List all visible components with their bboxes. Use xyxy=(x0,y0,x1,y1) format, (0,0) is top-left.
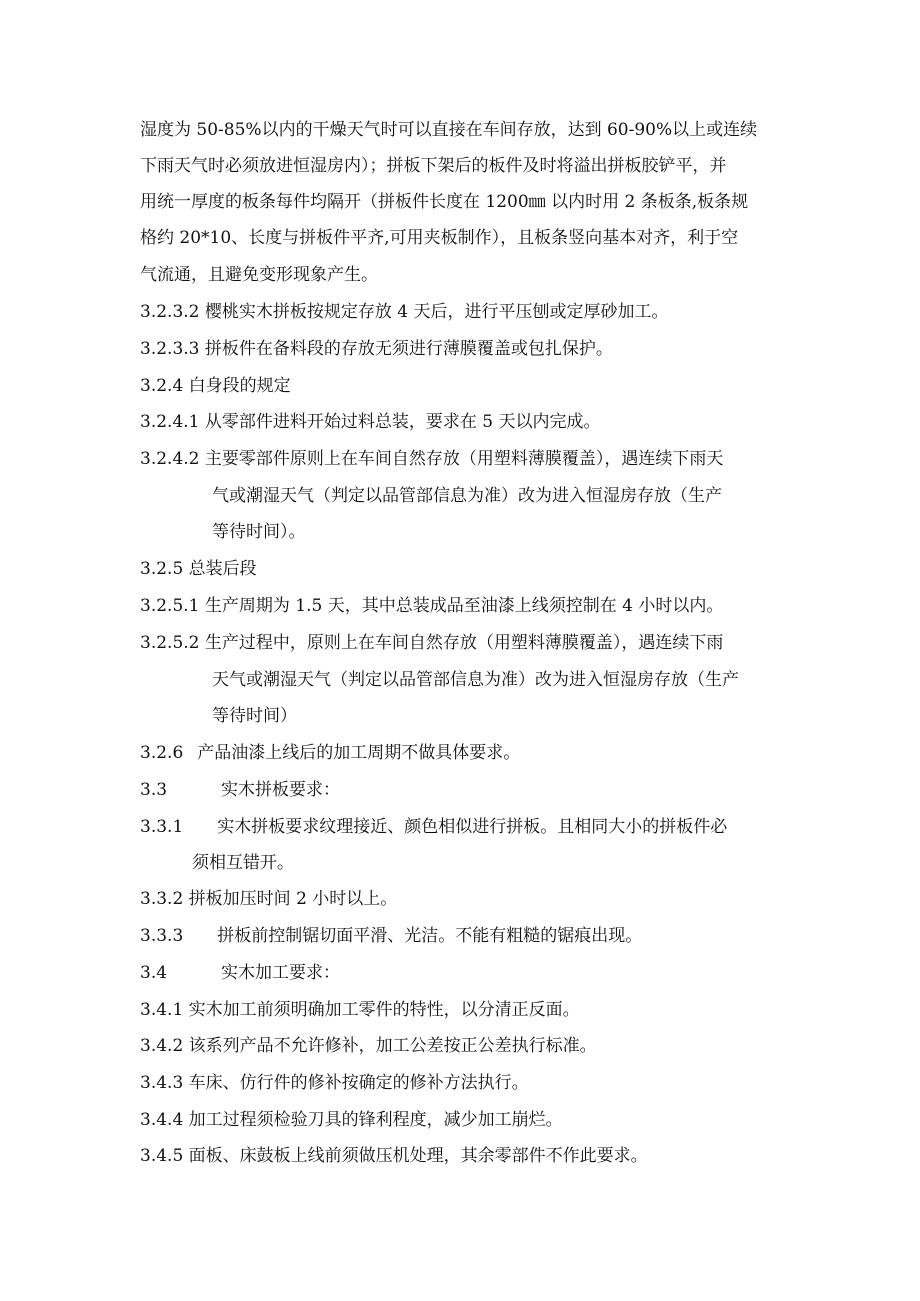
clause-3-3-2: 3.3.2 拼板加压时间 2 小时以上。 xyxy=(140,889,398,909)
clause-3-4-2: 3.4.2 该系列产品不允许修补，加工公差按正公差执行标准。 xyxy=(140,1036,597,1056)
heading-3-2-4: 3.2.4 白身段的规定 xyxy=(140,376,291,396)
clause-number: 3.2.6 xyxy=(140,743,184,763)
clause-3-2-5-2-cont: 天气或潮湿天气（判定以品管部信息为准）改为进入恒湿房存放（生产 xyxy=(212,670,739,690)
clause-3-3-1 xyxy=(140,816,727,838)
clause-3-4-5: 3.4.5 面板、床鼓板上线前须做压机处理，其余零部件不作此要求。 xyxy=(140,1146,648,1166)
clause-text: 实木拼板要求： xyxy=(221,780,341,800)
clause-3-4-1: 3.4.1 实木加工前须明确加工零件的特性，以分清正反面。 xyxy=(140,1000,580,1020)
paragraph-line: 用统一厚度的板条每件均隔开（拼板件长度在 1200㎜ 以内时用 2 条板条,板条规 xyxy=(140,192,749,212)
clause-3-3-1-cont: 须相互错开。 xyxy=(192,853,294,873)
paragraph-line: 湿度为 50-85%以内的干燥天气时可以直接在车间存放，达到 60-90%以上或连续 xyxy=(140,120,758,140)
paragraph-line: 格约 20*10、长度与拼板件平齐,可用夹板制作），且板条竖向基本对齐，利于空 xyxy=(140,228,739,248)
clause-3-2-5-2: 3.2.5.2 生产过程中，原则上在车间自然存放（用塑料薄膜覆盖），遇连续下雨 xyxy=(140,633,724,653)
clause-text: 产品油漆上线后的加工周期不做具体要求。 xyxy=(197,743,521,763)
clause-3-2-5-1: 3.2.5.1 生产周期为 1.5 天，其中总装成品至油漆上线须控制在 4 小时以内。 xyxy=(140,596,724,616)
clause-text: 实木拼板要求纹理接近、颜色相似进行拼板。且相同大小的拼板件必 xyxy=(217,817,728,837)
clause-text: 实木加工要求： xyxy=(221,963,341,983)
clause-3-4-4: 3.4.4 加工过程须检验刀具的锋利程度，减少加工崩烂。 xyxy=(140,1110,563,1130)
clause-number: 3.3.3 xyxy=(140,926,184,946)
paragraph-line: 气流通，且避免变形现象产生。 xyxy=(140,265,378,285)
clause-text: 拼板前控制锯切面平滑、光洁。不能有粗糙的锯痕出现。 xyxy=(217,926,643,946)
clause-3-2-3-2: 3.2.3.2 樱桃实木拼板按规定存放 4 天后，进行平压刨或定厚砂加工。 xyxy=(140,302,669,322)
clause-3-2-4-1: 3.2.4.1 从零部件进料开始过料总装，要求在 5 天以内完成。 xyxy=(140,412,601,432)
clause-3-4-3: 3.4.3 车床、仿行件的修补按确定的修补方法执行。 xyxy=(140,1073,529,1093)
clause-3-2-4-2: 3.2.4.2 主要零部件原则上在车间自然存放（用塑料薄膜覆盖），遇连续下雨天 xyxy=(140,449,724,469)
clause-number: 3.3 xyxy=(140,780,168,800)
clause-3-2-4-2-cont: 等待时间）。 xyxy=(212,522,306,542)
heading-3-2-5: 3.2.5 总装后段 xyxy=(140,559,257,579)
heading-3-3 xyxy=(140,779,340,801)
clause-number: 3.3.1 xyxy=(140,817,184,837)
clause-3-3-3 xyxy=(140,925,642,947)
clause-3-2-6 xyxy=(140,742,520,764)
heading-3-4 xyxy=(140,962,340,984)
clause-number: 3.4 xyxy=(140,963,168,983)
clause-3-2-4-2-cont: 气或潮湿天气（判定以品管部信息为准）改为进入恒湿房存放（生产 xyxy=(212,486,722,506)
clause-3-2-3-3: 3.2.3.3 拼板件在备料段的存放无须进行薄膜覆盖或包扎保护。 xyxy=(140,339,613,359)
clause-3-2-5-2-cont: 等待时间） xyxy=(212,706,297,726)
paragraph-line: 下雨天气时必须放进恒湿房内）；拼板下架后的板件及时将溢出拼板胶铲平，并 xyxy=(140,156,727,176)
